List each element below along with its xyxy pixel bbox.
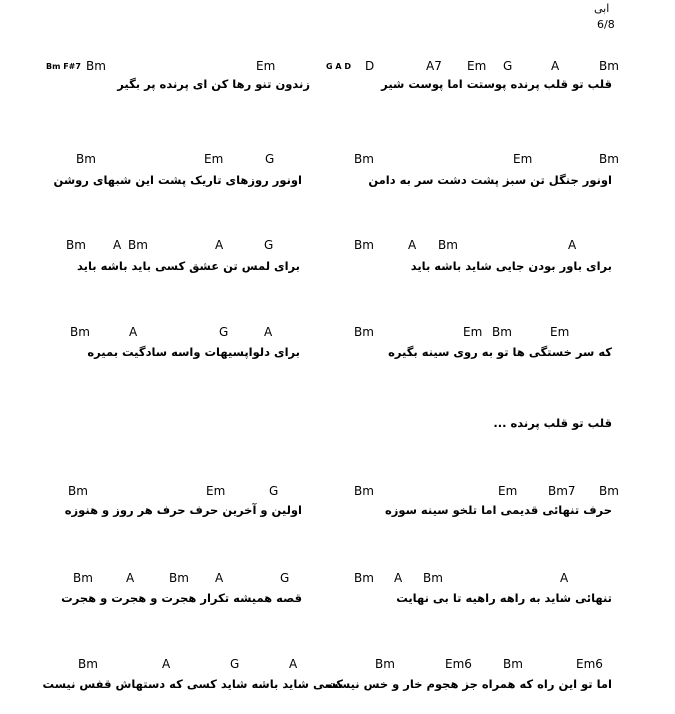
chord: A	[551, 59, 560, 73]
lyric-line: برای لمس تن عشق کسی باید باشه باید	[77, 259, 300, 273]
lyric-line: اونور روزهای تاریک پشت این شبهای روشن	[53, 173, 302, 187]
chord: G	[265, 152, 275, 166]
chord: Bm	[68, 484, 88, 498]
artist-name: ابی	[594, 2, 610, 15]
chord: Em	[550, 325, 570, 339]
chord: A	[113, 238, 122, 252]
chord: Em	[206, 484, 226, 498]
chord: Bm	[599, 59, 619, 73]
chord: Bm	[599, 484, 619, 498]
lyric-line: تنهائی شاید به راهه راهیه تا بی نهایت	[396, 591, 612, 605]
chord: Bm	[86, 59, 106, 73]
chord: Bm	[169, 571, 189, 585]
chord: Bm	[354, 152, 374, 166]
lyric-line: قلب تو قلب پرنده پوستت اما پوست شیر	[381, 77, 612, 91]
chord: Bm	[354, 484, 374, 498]
chord: Bm	[128, 238, 148, 252]
lyric-line: برای باور بودن جایی شاید باشه باید	[410, 259, 612, 273]
chord: G	[230, 657, 240, 671]
chord: Em	[463, 325, 483, 339]
chord: Bm	[78, 657, 98, 671]
chord: A	[568, 238, 577, 252]
chord: A	[215, 571, 224, 585]
chord: Em	[467, 59, 487, 73]
chord: Em6	[445, 657, 472, 671]
chord: Bm	[423, 571, 443, 585]
chord: Bm	[76, 152, 96, 166]
chord: D	[365, 59, 375, 73]
chord: Em	[513, 152, 533, 166]
chord: Bm	[354, 325, 374, 339]
lyric-line: کسی شاید باشه شاید کسی که دستهاش قفس نیست	[42, 677, 343, 691]
chord: A	[289, 657, 298, 671]
chord: G	[503, 59, 513, 73]
chord: Em	[256, 59, 276, 73]
chord: A	[394, 571, 403, 585]
chord: A	[215, 238, 224, 252]
chord: Bm	[70, 325, 90, 339]
lyric-line: اونور جنگل تن سبز پشت دشت سر به دامن	[368, 173, 612, 187]
chord: A	[162, 657, 171, 671]
intro-gad-label: G A D	[326, 62, 351, 71]
chord: Em	[204, 152, 224, 166]
chord: A	[408, 238, 417, 252]
chord: Bm	[354, 571, 374, 585]
chord: G	[264, 238, 274, 252]
chorus-reference: قلب تو قلب پرنده ...	[493, 416, 612, 430]
chord: G	[280, 571, 290, 585]
chord: Bm	[73, 571, 93, 585]
lyric-line: قصه همیشه تکرار هجرت و هجرت و هجرت	[61, 591, 302, 605]
lyric-line: که سر خستگی ها تو به روی سینه بگیره	[388, 345, 612, 359]
intro-chords-label: Bm F#7	[46, 62, 81, 71]
chord: A7	[426, 59, 442, 73]
chord: Bm	[438, 238, 458, 252]
chord: G	[269, 484, 279, 498]
lyric-line: اولین و آخرین حرف حرف هر روز و هنوزه	[64, 503, 302, 517]
chord: Em6	[576, 657, 603, 671]
chord: Bm7	[548, 484, 576, 498]
chord: Em	[498, 484, 518, 498]
chord: Bm	[492, 325, 512, 339]
lyric-line: زندون تنو رها کن ای پرنده پر بگیر	[117, 77, 310, 91]
time-signature: 6/8	[597, 18, 615, 31]
chord: Bm	[503, 657, 523, 671]
chord: Bm	[599, 152, 619, 166]
chord: G	[219, 325, 229, 339]
lyric-line: برای دلواپسیهات واسه سادگیت بمیره	[87, 345, 300, 359]
chord: Bm	[354, 238, 374, 252]
lyric-line: حرف تنهائی قدیمی اما تلخو سینه سوزه	[384, 503, 612, 517]
lyric-line: اما تو این راه که همراه جز هجوم خار و خس نیست	[326, 677, 612, 691]
chord: A	[560, 571, 569, 585]
chord: A	[126, 571, 135, 585]
chord: A	[264, 325, 273, 339]
chord: Bm	[66, 238, 86, 252]
chord: A	[129, 325, 138, 339]
chord: Bm	[375, 657, 395, 671]
